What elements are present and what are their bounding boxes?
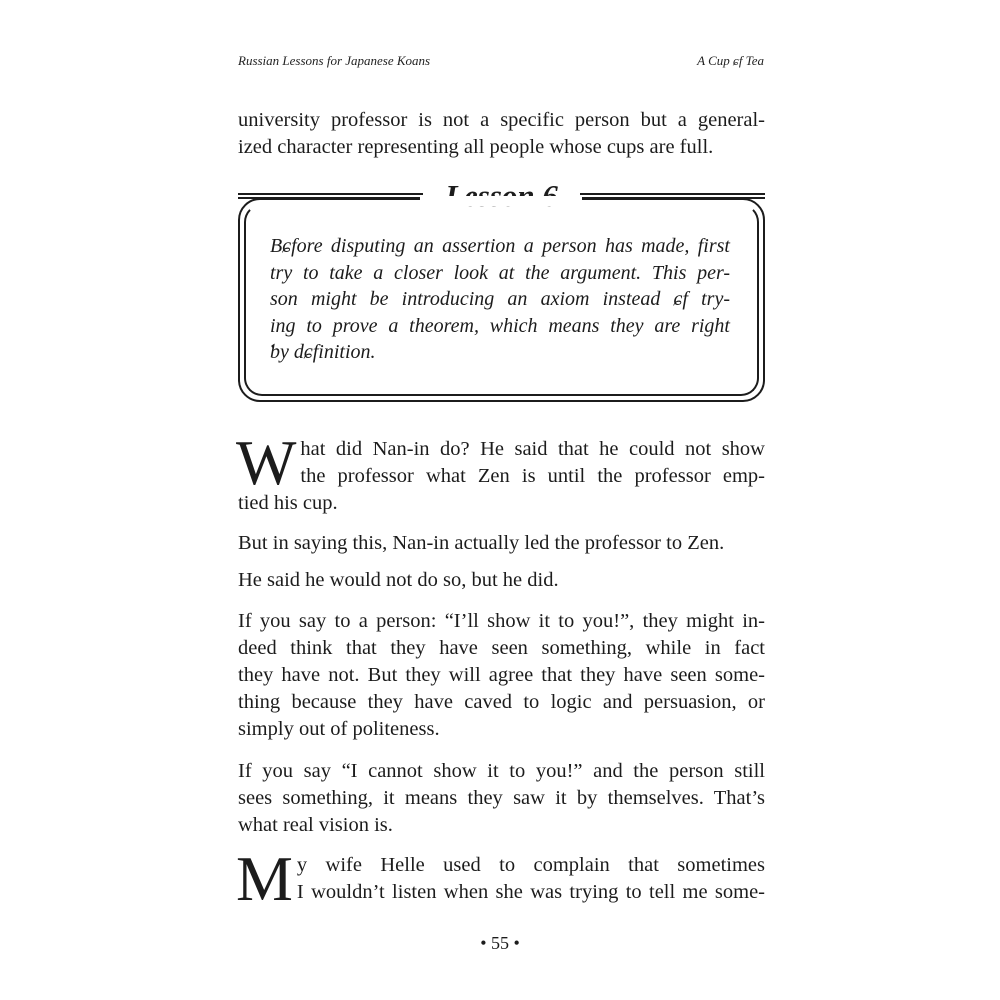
page-number: • 55 • xyxy=(480,933,520,953)
header-chapter-title: A Cup ɕf Tea xyxy=(697,53,764,68)
text-line: If you say to a person: “I’ll show it to you!”, they might in- xyxy=(238,610,765,632)
lesson-line: ing to prove a theorem, which means they are right xyxy=(270,314,730,337)
paragraph-real-vision xyxy=(238,758,765,839)
text-line: they have not. But they will agree that they have seen some- xyxy=(238,664,765,686)
paragraph-helle xyxy=(236,843,765,914)
paragraph-he-did xyxy=(238,567,765,594)
running-header xyxy=(238,53,764,69)
header-book-title: Russian Lessons for Japanese Koans xyxy=(238,53,431,68)
lesson-heading-rule-right xyxy=(580,193,765,199)
drop-cap: W xyxy=(236,427,297,498)
text-line: ized character representing all people whose cups are full. xyxy=(238,136,714,158)
text-line: university professor is not a specific person but a general- xyxy=(238,109,765,131)
text-line: I wouldn’t listen when she was trying to tell me some- xyxy=(296,881,765,903)
lesson-line: Bɕfore disputing an assertion a person has made, first xyxy=(270,235,730,257)
text-line: But in saying this, Nan-in actually led the professor to Zen. xyxy=(238,532,725,554)
text-line: simply out of politeness. xyxy=(238,718,440,740)
text-line: If you say “I cannot show it to you!” and the person still xyxy=(238,760,765,782)
text-line: He said he would not do so, but he did. xyxy=(238,569,559,591)
lesson-line: ƅy dɕfinition. xyxy=(270,341,376,363)
text-line: the professor what Zen is until the professor emp- xyxy=(300,465,765,487)
text-line: tied his cup. xyxy=(238,492,338,514)
drop-cap: M xyxy=(236,843,293,914)
text-line: deed think that they have seen something, while in fact xyxy=(238,637,765,659)
lesson-heading-gap xyxy=(420,196,582,206)
intro-paragraph xyxy=(238,107,765,161)
lesson-line: try to take a closer look at the argument. This per- xyxy=(270,261,730,284)
paragraph-nan-in xyxy=(236,427,765,517)
paragraph-show-it xyxy=(238,608,765,743)
paragraph-zen xyxy=(238,530,765,557)
lesson-line: son might be introducing an axiom instead ɕf try- xyxy=(270,288,730,310)
lesson-heading-rule-left xyxy=(238,193,423,199)
text-line: thing because they have caved to logic and persuasion, or xyxy=(238,691,765,713)
text-line: what real vision is. xyxy=(238,814,393,836)
text-line: hat did Nan-in do? He said that he could not show xyxy=(300,438,765,460)
lesson-text xyxy=(270,233,730,366)
text-line: sees something, it means they saw it by themselves. That’s xyxy=(238,787,765,809)
text-line: y wife Helle used to complain that sometimes xyxy=(296,854,765,876)
